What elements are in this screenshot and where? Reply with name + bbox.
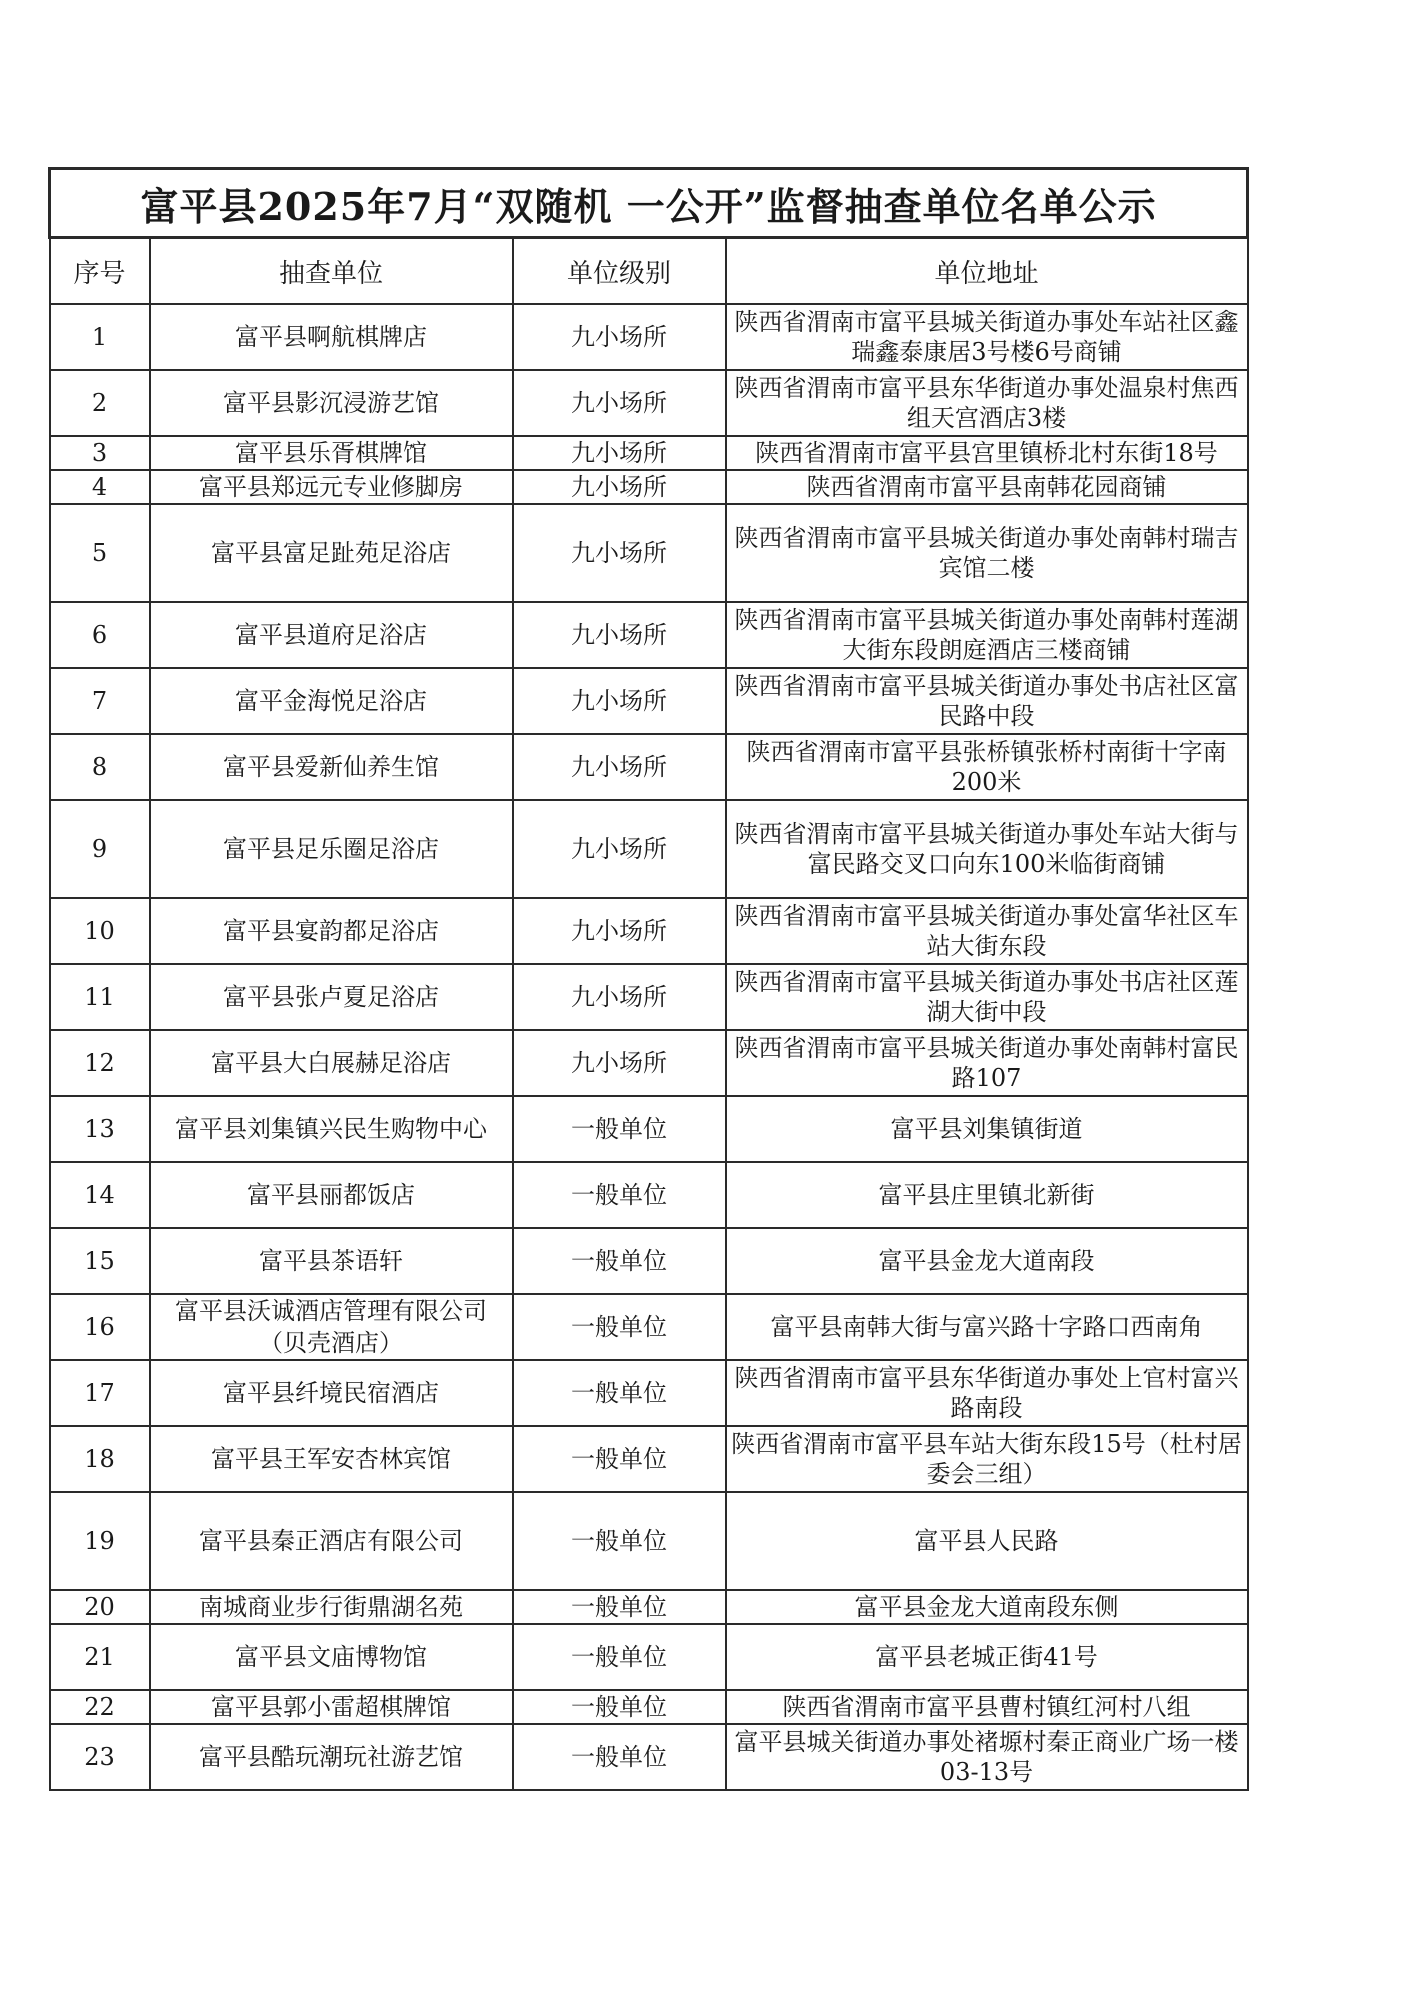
row-address: 富平县刘集镇街道 xyxy=(726,1096,1248,1162)
row-no: 12 xyxy=(50,1030,150,1096)
row-address: 富平县城关街道办事处褚塬村秦正商业广场一楼03-13号 xyxy=(726,1724,1248,1790)
inspection-list-table xyxy=(48,167,1249,1791)
table-row xyxy=(50,602,1248,668)
row-no: 16 xyxy=(50,1294,150,1360)
row-unit: 富平县影沉浸游艺馆 xyxy=(150,370,513,436)
row-address: 富平县南韩大街与富兴路十字路口西南角 xyxy=(726,1294,1248,1360)
row-level: 一般单位 xyxy=(513,1162,726,1228)
row-level: 九小场所 xyxy=(513,304,726,370)
table-row xyxy=(50,370,1248,436)
header-level: 单位级别 xyxy=(513,238,726,305)
table-row xyxy=(50,1724,1248,1790)
row-address: 富平县人民路 xyxy=(726,1492,1248,1590)
row-level: 一般单位 xyxy=(513,1360,726,1426)
row-level: 一般单位 xyxy=(513,1228,726,1294)
row-unit: 富平县文庙博物馆 xyxy=(150,1624,513,1690)
row-address: 陕西省渭南市富平县宫里镇桥北村东街18号 xyxy=(726,436,1248,470)
table-row xyxy=(50,1162,1248,1228)
row-no: 21 xyxy=(50,1624,150,1690)
header-row xyxy=(50,238,1248,305)
table-row xyxy=(50,1096,1248,1162)
row-unit: 富平县富足趾苑足浴店 xyxy=(150,504,513,602)
row-unit: 富平县郑远元专业修脚房 xyxy=(150,470,513,504)
title-row xyxy=(50,169,1248,238)
row-level: 一般单位 xyxy=(513,1624,726,1690)
row-no: 14 xyxy=(50,1162,150,1228)
row-unit: 富平县丽都饭店 xyxy=(150,1162,513,1228)
row-level: 九小场所 xyxy=(513,370,726,436)
row-no: 5 xyxy=(50,504,150,602)
row-unit: 富平县刘集镇兴民生购物中心 xyxy=(150,1096,513,1162)
document-page xyxy=(48,167,1246,1791)
row-no: 3 xyxy=(50,436,150,470)
row-no: 17 xyxy=(50,1360,150,1426)
row-level: 一般单位 xyxy=(513,1492,726,1590)
table-row xyxy=(50,1624,1248,1690)
row-no: 11 xyxy=(50,964,150,1030)
table-row xyxy=(50,1590,1248,1624)
row-no: 1 xyxy=(50,304,150,370)
row-level: 九小场所 xyxy=(513,734,726,800)
row-level: 九小场所 xyxy=(513,1030,726,1096)
row-no: 18 xyxy=(50,1426,150,1492)
row-no: 13 xyxy=(50,1096,150,1162)
row-no: 15 xyxy=(50,1228,150,1294)
row-no: 19 xyxy=(50,1492,150,1590)
row-unit: 富平县爱新仙养生馆 xyxy=(150,734,513,800)
row-level: 九小场所 xyxy=(513,898,726,964)
row-level: 一般单位 xyxy=(513,1724,726,1790)
row-address: 陕西省渭南市富平县城关街道办事处南韩村瑞吉宾馆二楼 xyxy=(726,504,1248,602)
table-row xyxy=(50,1030,1248,1096)
table-row xyxy=(50,470,1248,504)
row-level: 一般单位 xyxy=(513,1590,726,1624)
row-no: 7 xyxy=(50,668,150,734)
row-unit: 富平县纤境民宿酒店 xyxy=(150,1360,513,1426)
row-unit: 富平县郭小雷超棋牌馆 xyxy=(150,1690,513,1724)
table-row xyxy=(50,436,1248,470)
row-address: 陕西省渭南市富平县城关街道办事处南韩村莲湖大街东段朗庭酒店三楼商铺 xyxy=(726,602,1248,668)
table-row xyxy=(50,898,1248,964)
table-row xyxy=(50,1492,1248,1590)
row-unit: 富平县宴韵都足浴店 xyxy=(150,898,513,964)
row-no: 2 xyxy=(50,370,150,436)
table-row xyxy=(50,800,1248,898)
row-no: 4 xyxy=(50,470,150,504)
row-level: 九小场所 xyxy=(513,602,726,668)
table-row xyxy=(50,1426,1248,1492)
table-row xyxy=(50,1690,1248,1724)
row-address: 陕西省渭南市富平县东华街道办事处温泉村焦西组天宫酒店3楼 xyxy=(726,370,1248,436)
row-level: 九小场所 xyxy=(513,470,726,504)
table-row xyxy=(50,668,1248,734)
row-address: 陕西省渭南市富平县城关街道办事处书店社区富民路中段 xyxy=(726,668,1248,734)
row-level: 九小场所 xyxy=(513,800,726,898)
row-address: 陕西省渭南市富平县城关街道办事处南韩村富民路107 xyxy=(726,1030,1248,1096)
row-address: 陕西省渭南市富平县车站大街东段15号（杜村居委会三组） xyxy=(726,1426,1248,1492)
row-unit: 富平县酷玩潮玩社游艺馆 xyxy=(150,1724,513,1790)
row-level: 九小场所 xyxy=(513,964,726,1030)
table-row xyxy=(50,1294,1248,1360)
header-unit: 抽查单位 xyxy=(150,238,513,305)
row-unit: 富平县啊航棋牌店 xyxy=(150,304,513,370)
row-unit: 富平县道府足浴店 xyxy=(150,602,513,668)
row-no: 20 xyxy=(50,1590,150,1624)
row-level: 九小场所 xyxy=(513,668,726,734)
row-no: 6 xyxy=(50,602,150,668)
row-no: 22 xyxy=(50,1690,150,1724)
row-unit: 富平县足乐圈足浴店 xyxy=(150,800,513,898)
row-address: 陕西省渭南市富平县东华街道办事处上官村富兴路南段 xyxy=(726,1360,1248,1426)
row-address: 富平县庄里镇北新街 xyxy=(726,1162,1248,1228)
row-level: 九小场所 xyxy=(513,504,726,602)
row-level: 一般单位 xyxy=(513,1096,726,1162)
row-address: 富平县金龙大道南段 xyxy=(726,1228,1248,1294)
table-row xyxy=(50,504,1248,602)
page-title: 富平县2025年7月“双随机 一公开”监督抽查单位名单公示 xyxy=(50,169,1248,238)
header-address: 单位地址 xyxy=(726,238,1248,305)
table-row xyxy=(50,304,1248,370)
table-row xyxy=(50,1228,1248,1294)
row-no: 9 xyxy=(50,800,150,898)
row-unit: 富平县秦正酒店有限公司 xyxy=(150,1492,513,1590)
row-unit: 富平县张卢夏足浴店 xyxy=(150,964,513,1030)
row-unit: 富平县乐胥棋牌馆 xyxy=(150,436,513,470)
row-no: 10 xyxy=(50,898,150,964)
row-unit: 富平县茶语轩 xyxy=(150,1228,513,1294)
row-level: 九小场所 xyxy=(513,436,726,470)
row-no: 23 xyxy=(50,1724,150,1790)
row-unit: 富平金海悦足浴店 xyxy=(150,668,513,734)
row-address: 陕西省渭南市富平县南韩花园商铺 xyxy=(726,470,1248,504)
row-unit: 富平县王军安杏林宾馆 xyxy=(150,1426,513,1492)
row-address: 陕西省渭南市富平县城关街道办事处车站社区鑫瑞鑫泰康居3号楼6号商铺 xyxy=(726,304,1248,370)
row-address: 陕西省渭南市富平县城关街道办事处书店社区莲湖大街中段 xyxy=(726,964,1248,1030)
row-unit: 富平县沃诚酒店管理有限公司（贝壳酒店） xyxy=(150,1294,513,1360)
row-address: 富平县老城正街41号 xyxy=(726,1624,1248,1690)
table-row xyxy=(50,1360,1248,1426)
row-unit: 南城商业步行街鼎湖名苑 xyxy=(150,1590,513,1624)
row-no: 8 xyxy=(50,734,150,800)
row-address: 陕西省渭南市富平县城关街道办事处车站大街与富民路交叉口向东100米临街商铺 xyxy=(726,800,1248,898)
table-row xyxy=(50,734,1248,800)
row-address: 富平县金龙大道南段东侧 xyxy=(726,1590,1248,1624)
table-row xyxy=(50,964,1248,1030)
row-unit: 富平县大白展赫足浴店 xyxy=(150,1030,513,1096)
row-address: 陕西省渭南市富平县曹村镇红河村八组 xyxy=(726,1690,1248,1724)
row-address: 陕西省渭南市富平县张桥镇张桥村南街十字南200米 xyxy=(726,734,1248,800)
row-address: 陕西省渭南市富平县城关街道办事处富华社区车站大街东段 xyxy=(726,898,1248,964)
row-level: 一般单位 xyxy=(513,1294,726,1360)
row-level: 一般单位 xyxy=(513,1690,726,1724)
header-no: 序号 xyxy=(50,238,150,305)
row-level: 一般单位 xyxy=(513,1426,726,1492)
